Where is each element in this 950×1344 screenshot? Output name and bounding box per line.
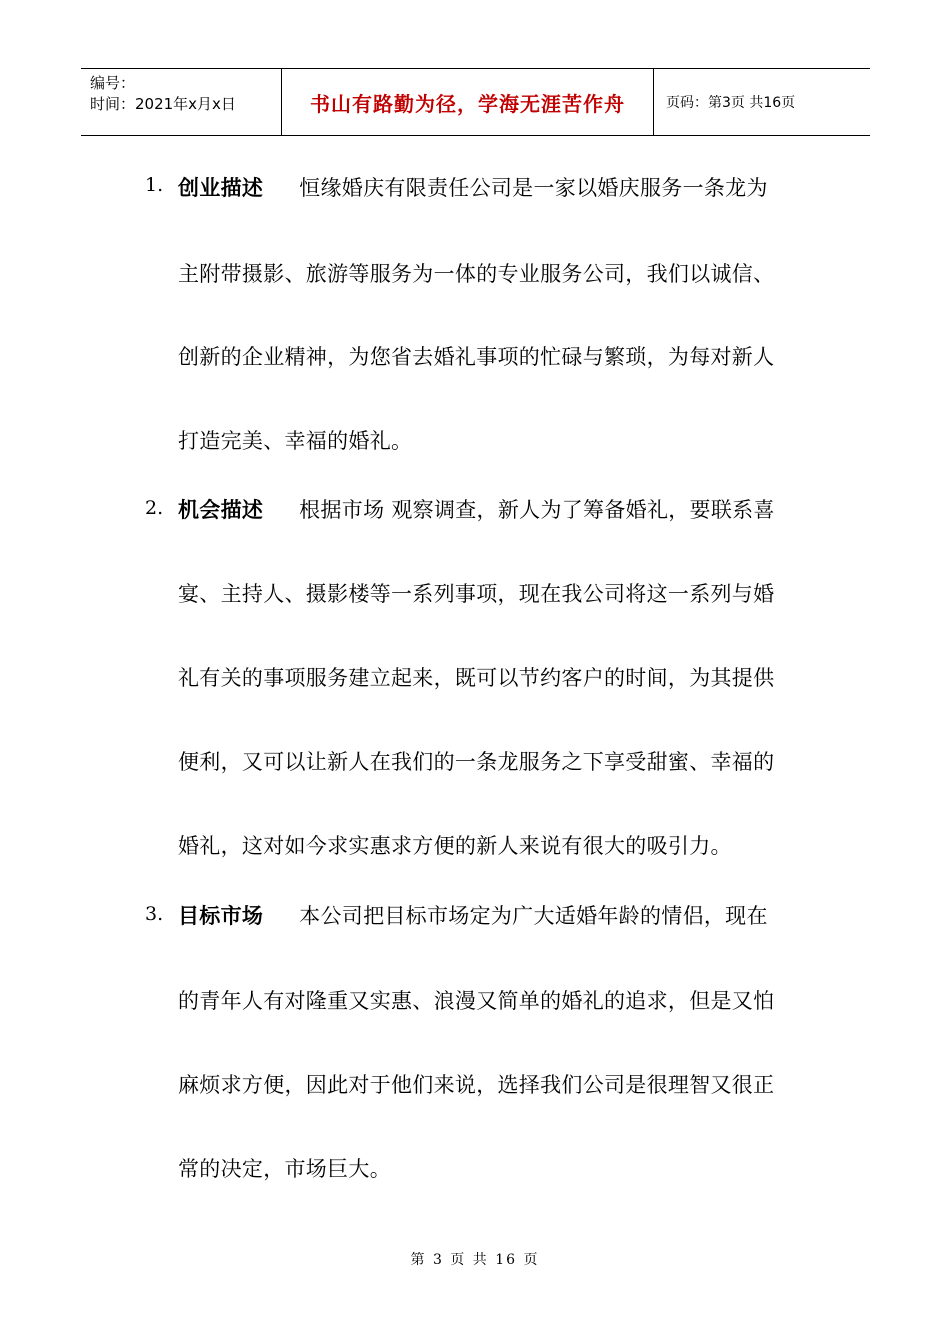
time-label: 时间：2021年x月x日 <box>90 95 236 113</box>
section-first-line <box>178 900 768 930</box>
paragraph-line: 打造完美、幸福的婚礼。 <box>178 429 413 453</box>
header-meta <box>81 69 282 135</box>
section-title: 创业描述 <box>178 176 264 200</box>
paragraph-line: 主附带摄影、旅游等服务为一体的专业服务公司，我们以诚信、 <box>178 262 775 286</box>
paragraph-line: 创新的企业精神，为您省去婚礼事项的忙碌与繁琐，为每对新人 <box>178 345 775 369</box>
header-motto: 书山有路勤为径，学海无涯苦作舟 <box>282 69 654 135</box>
section-number: 1. <box>145 174 164 196</box>
number-label: 编号： <box>90 74 136 92</box>
paragraph-line: 本公司把目标市场定为广大适婚年龄的情侣，现在 <box>299 904 768 928</box>
section-first-line <box>178 172 768 202</box>
page-footer: 第 3 页 共 16 页 <box>410 1252 540 1268</box>
paragraph-line: 婚礼，这对如今求实惠求方便的新人来说有很大的吸引力。 <box>178 834 732 858</box>
paragraph-line: 礼有关的事项服务建立起来，既可以节约客户的时间，为其提供 <box>178 666 775 690</box>
section-number: 3. <box>145 903 164 925</box>
paragraph-line: 宴、主持人、摄影楼等一系列事项，现在我公司将这一系列与婚 <box>178 582 775 606</box>
section-first-line <box>178 494 775 524</box>
paragraph-line: 的青年人有对隆重又实惠、浪漫又简单的婚礼的追求，但是又怕 <box>178 989 775 1013</box>
header-page-info: 页码：第3页 共16页 <box>666 95 796 111</box>
page-header <box>81 68 870 136</box>
paragraph-line: 便利，又可以让新人在我们的一条龙服务之下享受甜蜜、幸福的 <box>178 750 775 774</box>
paragraph-line: 恒缘婚庆有限责任公司是一家以婚庆服务一条龙为 <box>299 176 768 200</box>
paragraph-line: 根据市场 观察调查，新人为了筹备婚礼，要联系喜 <box>299 498 775 522</box>
paragraph-line: 麻烦求方便，因此对于他们来说，选择我们公司是很理智又很正 <box>178 1073 775 1097</box>
paragraph-line: 常的决定，市场巨大。 <box>178 1157 391 1181</box>
section-title: 目标市场 <box>178 904 264 928</box>
section-number: 2. <box>145 497 164 519</box>
section-title: 机会描述 <box>178 498 264 522</box>
